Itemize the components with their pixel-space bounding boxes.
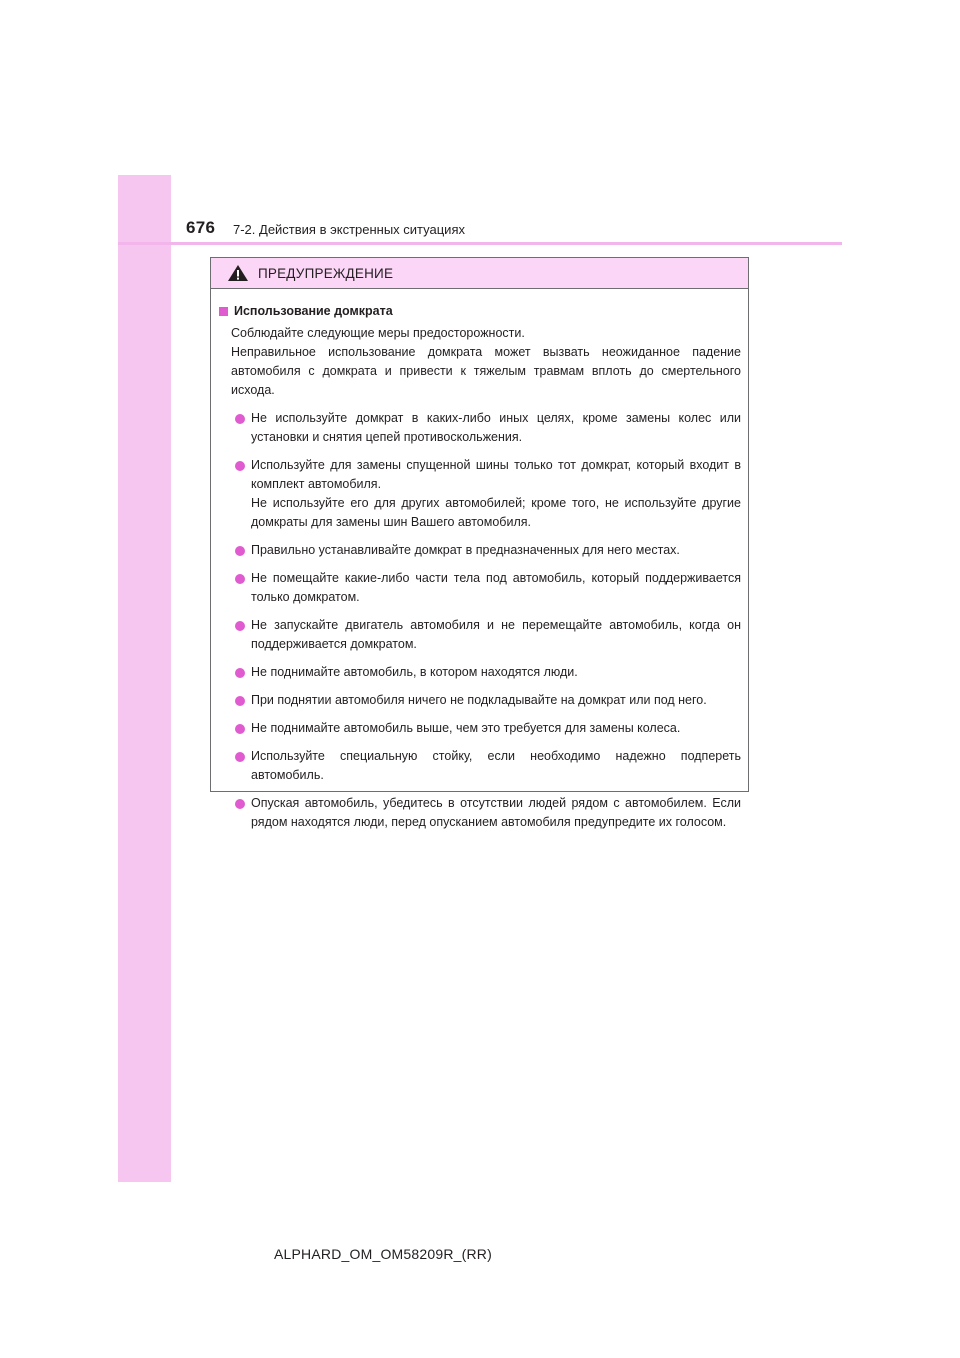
- header-divider: [118, 242, 842, 245]
- list-item-text: Правильно устанавливайте домкрат в предназначенных для него местах.: [251, 543, 680, 557]
- circle-bullet-icon: [235, 414, 245, 424]
- circle-bullet-icon: [235, 668, 245, 678]
- warning-topic-label: Использование домкрата: [234, 304, 393, 318]
- document-code: ALPHARD_OM_OM58209R_(RR): [274, 1246, 492, 1262]
- warning-body: [211, 289, 748, 832]
- circle-bullet-icon: [235, 799, 245, 809]
- circle-bullet-icon: [235, 461, 245, 471]
- list-item: [219, 409, 741, 447]
- warning-topic: [219, 302, 741, 320]
- list-item-text: При поднятии автомобиля ничего не подкладывайте на домкрат или под него.: [251, 693, 707, 707]
- intro-line: Соблюдайте следующие меры предосторожности.: [231, 326, 525, 340]
- list-item: [219, 456, 741, 532]
- section-title: 7-2. Действия в экстренных ситуациях: [233, 222, 465, 237]
- circle-bullet-icon: [235, 621, 245, 631]
- warning-box: [210, 257, 749, 829]
- intro-line: Неправильное использование домкрата может вызвать неожиданное падение автомобиля с домкрата и привести к тяжелым травмам вплоть до смертельного исхода.: [231, 345, 741, 397]
- page-number: 676: [186, 218, 216, 237]
- list-item-text: Не поднимайте автомобиль выше, чем это требуется для замены колеса.: [251, 721, 681, 735]
- list-item: [219, 569, 741, 607]
- precaution-list: [219, 409, 741, 832]
- list-item-text: Используйте специальную стойку, если необходимо надежно подпереть автомобиль.: [251, 749, 741, 782]
- warning-triangle-icon: [227, 264, 249, 282]
- list-item: [219, 794, 741, 832]
- list-item-text: Не используйте его для других автомобилей; кроме того, не используйте другие домкраты для замены шин Вашего автомобиля.: [251, 496, 741, 529]
- circle-bullet-icon: [235, 724, 245, 734]
- warning-title: ПРЕДУПРЕЖДЕНИЕ: [258, 265, 394, 281]
- circle-bullet-icon: [235, 696, 245, 706]
- list-item: [219, 541, 741, 560]
- list-item-text: Не запускайте двигатель автомобиля и не перемещайте автомобиль, когда он поддерживается домкратом.: [251, 618, 741, 651]
- list-item-text: Не поднимайте автомобиль, в котором находятся люди.: [251, 665, 578, 679]
- list-item-text: Не помещайте какие-либо части тела под автомобиль, который поддерживается только домкратом.: [251, 571, 741, 604]
- warning-header: [211, 258, 748, 289]
- square-bullet-icon: [219, 307, 228, 316]
- circle-bullet-icon: [235, 752, 245, 762]
- side-tab-band: [118, 175, 171, 1182]
- list-item: [219, 719, 741, 738]
- circle-bullet-icon: [235, 546, 245, 556]
- warning-intro: [219, 324, 741, 400]
- list-item: [219, 691, 741, 710]
- circle-bullet-icon: [235, 574, 245, 584]
- list-item-text: Опуская автомобиль, убедитесь в отсутствии людей рядом с автомобилем. Если рядом находятся люди, перед опусканием автомобиля предупредите их голосом.: [251, 796, 741, 829]
- list-item-text: Используйте для замены спущенной шины только тот домкрат, который входит в комплект автомобиля.: [251, 458, 741, 491]
- list-item: [219, 747, 741, 785]
- list-item: [219, 663, 741, 682]
- list-item-text: Не используйте домкрат в каких-либо иных целях, кроме замены колес или установки и снятия цепей противоскольжения.: [251, 411, 741, 444]
- list-item: [219, 616, 741, 654]
